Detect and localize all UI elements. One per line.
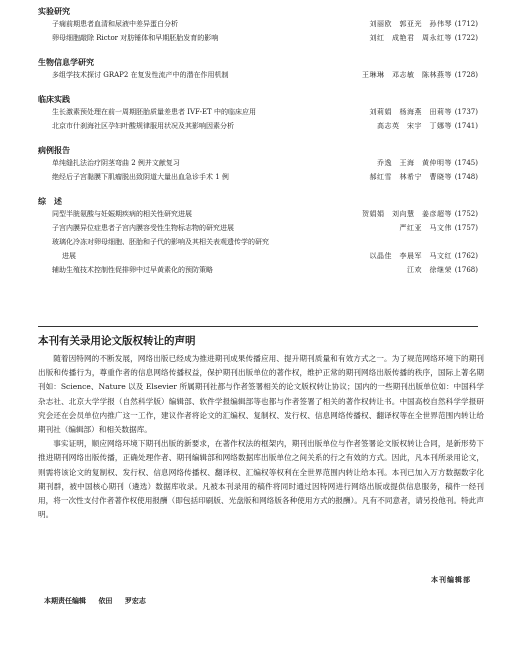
- toc-entry-title: 同型半胱氨酸与妊娠期疾病的相关性研究进展: [52, 210, 192, 218]
- toc-entry-title: 北京市什刹海社区孕妇叶酸规律服用状况及其影响因素分析: [52, 122, 234, 130]
- toc-section-title: 病例报告: [38, 146, 70, 155]
- declaration-signature: 本刊编辑部: [431, 575, 471, 584]
- toc-section: [38, 57, 478, 82]
- declaration-body: [38, 352, 484, 522]
- toc-section: [38, 145, 478, 184]
- toc-entry[interactable]: [38, 105, 478, 119]
- toc-section: [38, 6, 478, 45]
- section-divider: [38, 326, 478, 327]
- toc-entry-page: (1745): [454, 159, 478, 167]
- toc-entry[interactable]: [38, 119, 478, 133]
- toc-section: [38, 94, 478, 133]
- toc-entry-page: (1737): [454, 108, 478, 116]
- toc-entry[interactable]: [38, 170, 478, 184]
- toc-entry-title: 玻璃化冷冻对卵母细胞、胚胎和子代的影响及其相关表观遗传学的研究: [52, 238, 269, 246]
- toc-entry[interactable]: [38, 17, 478, 31]
- toc-entry-page: (1757): [454, 224, 478, 232]
- toc-entry-page: (1712): [454, 20, 478, 28]
- toc-entry-title: 生长激素预处理在前一周期胚胎质量差患者 IVF-ET 中的临床应用: [52, 108, 256, 116]
- toc-entry-authors: 贺娟娟 刘向慧 姜彦超等: [362, 210, 452, 218]
- toc-entry-authors: 刘红 成艳君 周永红等: [369, 34, 452, 42]
- table-of-contents: [38, 6, 478, 277]
- toc-entry-title: 子宫内膜异位症患者子宫内膜容受性生物标志物的研究进展: [52, 224, 234, 232]
- toc-entry-title: 子痫前期患者血清和尿液中差异蛋白分析: [52, 20, 178, 28]
- toc-section-title: 临床实践: [38, 95, 70, 104]
- toc-entry-page: (1722): [454, 34, 478, 42]
- toc-entry-page: (1768): [454, 266, 478, 274]
- toc-entry-authors: 刘丽欧 郭亚光 孙伟琴: [369, 20, 452, 28]
- toc-entry-authors: 以晶佳 李晨军 马文红: [369, 252, 452, 260]
- toc-entry-page: (1748): [454, 173, 478, 181]
- toc-entry[interactable]: [38, 207, 478, 221]
- toc-entry-page: (1741): [454, 122, 478, 130]
- toc-entry-title: 多组学技术探讨 GRAP2 在复发性流产中的潜在作用机制: [52, 71, 229, 79]
- toc-entry-authors: 高志英 宋宇 丁娜等: [377, 122, 452, 130]
- toc-entry-title: 单纯缝扎法治疗阴茎弯曲 2 例并文献复习: [52, 159, 180, 167]
- toc-entry[interactable]: [38, 235, 478, 249]
- toc-entry-title: 绝经后子宫黏膜下肌瘤脱出致阴道大量出血急诊手术 1 例: [52, 173, 229, 181]
- toc-entry-authors: 严红亚 马文伟: [399, 224, 452, 232]
- toc-entry[interactable]: [38, 221, 478, 235]
- toc-entry[interactable]: [38, 156, 478, 170]
- toc-entry-authors: 郝红雪 林希宁 曹晓等: [369, 173, 452, 181]
- declaration-paragraph: 随着因特网的不断发展，网络出版已经成为推进期刊成果传播应用、提升期刊质量和有效方式之一。为了规范网络环境下的期刊出版和传播行为，尊重作者的信息网络传播权益，保护期刊出版单位的著作权，维护正常的期刊网络出版传播的秩序，国际上著名期刊如：Science、Nature 以及 Elsevier 所属期刊社都与作者签署相关的论文版权转让协议；国内的一些期刊出版单位如：中国科学杂志社、北京大学学报（自然科学版）编辑部、软件学报编辑部等也都与作者签署了相关的著作权转让书。中国高校自然科学学报研究会还在会员单位内推广这一工作，建议作者将论文的汇编权、复制权、发行权、信息网络传播权、翻译权等在全世界范围内转让给期刊社（编辑部）和相关数据库。: [38, 354, 484, 435]
- editors-label: 本期责任编辑: [44, 596, 86, 605]
- toc-entry-authors: 王琳琳 邓志敏 陈林燕等: [362, 71, 452, 79]
- toc-section-title: 生物信息学研究: [38, 58, 94, 67]
- toc-entry-title: 辅助生殖技术控制性促排卵中过早黄素化的预防策略: [52, 266, 213, 274]
- toc-entry-page: (1752): [454, 210, 478, 218]
- toc-entry[interactable]: [38, 263, 478, 277]
- toc-entry-title-cont: 进展: [62, 252, 76, 260]
- toc-entry-continued[interactable]: [38, 249, 478, 263]
- toc-section-title: 实验研究: [38, 7, 70, 16]
- toc-section-title: 综 述: [38, 197, 62, 206]
- toc-entry-page: (1728): [454, 71, 478, 79]
- toc-entry-title: 卵母细胞敲除 Rictor 对肪锤体和早期胚胎发育的影响: [52, 34, 219, 42]
- toc-entry-page: (1762): [454, 252, 478, 260]
- issue-editors: [44, 596, 156, 606]
- toc-entry-authors: 刘莉娟 杨海燕 田莉等: [369, 108, 452, 116]
- declaration-title: 本刊有关录用论文版权转让的声明: [38, 335, 196, 347]
- toc-entry-authors: 乔逸 王海 黄仲明等: [377, 159, 452, 167]
- editor-name: 依田: [98, 596, 113, 605]
- toc-section: [38, 196, 478, 277]
- toc-entry-authors: 江欢 徐继荣: [407, 266, 452, 274]
- editor-name: 罗宏志: [124, 596, 146, 605]
- toc-entry[interactable]: [38, 31, 478, 45]
- toc-entry[interactable]: [38, 68, 478, 82]
- declaration-paragraph: 事实证明，顺应网络环境下期刊出版的新要求，在著作权法的框架内，期刊出版单位与作者签署论文版权转让合同，是新形势下推进期刊网络出版传播，正确处理作者、期刊编辑部和网络数据库出版单位之间关系的行之有效的方式。因此，凡本刊所录用论文，则需将该论文的复制权、发行权、信息网络传播权、翻译权、汇编权等权利在全世界范围内转让给本刊。本刊已加入万方数据数字化期刊群，被中国核心期刊（遴选）数据库收录。凡被本刊录用的稿件将同时通过因特网进行网络出版或提供信息服务，稿件一经刊用，将一次性支付作者著作权使用报酬（即包括印刷版、光盘版和网络版各种使用方式的报酬）。凡有不同意者，请另投他刊。特此声明。: [38, 439, 484, 520]
